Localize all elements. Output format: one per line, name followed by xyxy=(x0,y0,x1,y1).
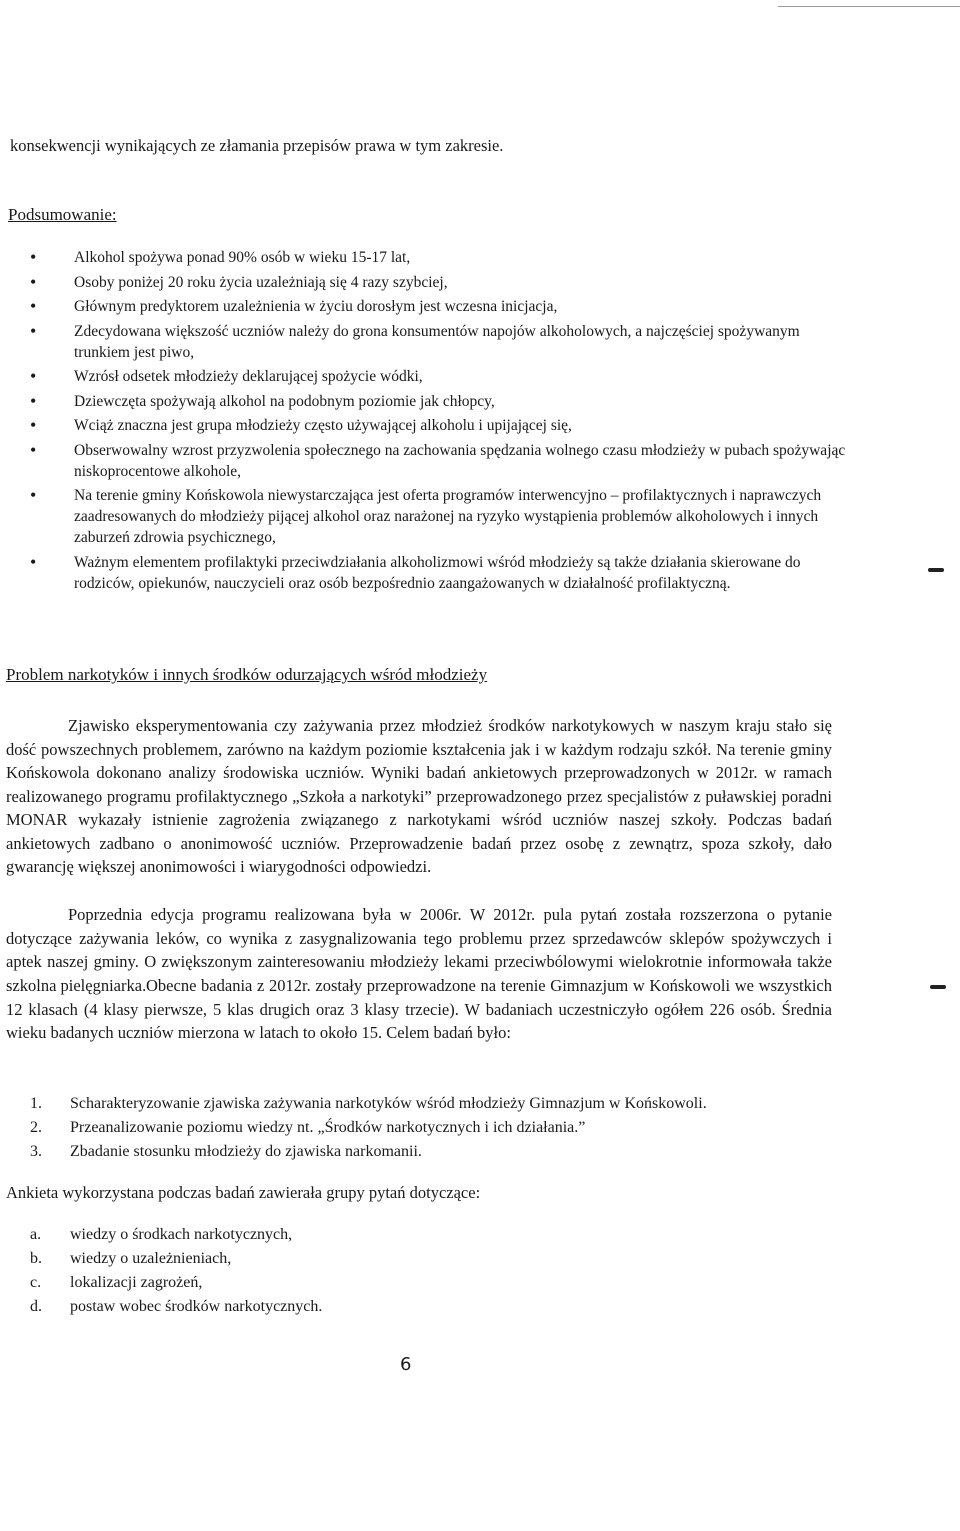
list-item: • Osoby poniżej 20 roku życia uzależniają się 4 razy szybciej, xyxy=(30,272,850,293)
list-letter: c. xyxy=(30,1274,42,1291)
list-text: postaw wobec środków narkotycznych. xyxy=(70,1298,323,1315)
list-item: • Obserwowalny wzrost przyzwolenia społecznego na zachowania spędzania wolnego czasu młodzieży w pubach spożywając niskoprocentowe alkohole, xyxy=(30,440,850,482)
paragraph: Zjawisko eksperymentowania czy zażywania przez młodzież środków narkotykowych w naszym kraju stało się dość powszechnych problemem, zarówno na każdym poziomie kształcenia jak i w każdym rodzaju szkół. Na terenie gminy Końskowola dokonano analizy środowiska uczniów. Wyniki badań ankietowych przeprowadzonych w 2012r. w ramach realizowanego programu profilaktycznego „Szkoła a narkotyki” przeprowadzonego przez specjalistów z puławskiej poradni MONAR wykazały istnienie zagrożenia związanego z narkotykami wśród uczniów naszej szkoły. Podczas badań ankietowych zadbano o anonimowość uczniów. Przeprowadzenie badań przez osobę z zewnątrz, spoza szkoły, dało gwarancję większej anonimowości i wiarygodności odpowiedzi. xyxy=(6,716,832,876)
list-item xyxy=(30,1296,322,1318)
survey-intro: Ankieta wykorzystana podczas badań zawierała grupy pytań dotyczące: xyxy=(6,1183,481,1202)
drugs-section-heading: Problem narkotyków i innych środków odurzających wśród młodzieży xyxy=(6,665,488,684)
list-item: • Głównym predyktorem uzależnienia w życiu dorosłym jest wczesna inicjacja, xyxy=(30,296,850,317)
list-number: 3. xyxy=(30,1143,42,1160)
list-number: 1. xyxy=(30,1095,42,1112)
list-item: • Dziewczęta spożywają alkohol na podobnym poziomie jak chłopcy, xyxy=(30,391,850,412)
list-item: • Ważnym elementem profilaktyki przeciwdziałania alkoholizmowi wśród młodzieży są także działania skierowane do rodziców, opiekunów, nauczycieli oraz osób bezpośrednio zaangażowanych w działalność profilaktyczną. xyxy=(30,552,850,594)
list-text: wiedzy o uzależnieniach, xyxy=(70,1250,232,1267)
list-text: lokalizacji zagrożeń, xyxy=(70,1274,203,1291)
list-item: • Alkohol spożywa ponad 90% osób w wieku 15-17 lat, xyxy=(30,247,850,268)
summary-heading: Podsumowanie: xyxy=(8,205,117,224)
list-item xyxy=(30,1117,707,1139)
paragraph: Poprzednia edycja programu realizowana była w 2006r. W 2012r. pula pytań została rozszerzona o pytanie dotyczące zażywania leków, co wynika z zasygnalizowania tego problemu przez sprzedawców sklepów spożywczych i aptek naszej gminy. O zwiększonym zainteresowaniu młodzieży lekami przeciwbólowymi wielokrotnie informowała także szkolna pielęgniarka. xyxy=(6,905,832,995)
list-text: wiedzy o środkach narkotycznych, xyxy=(70,1226,293,1243)
list-item xyxy=(30,1224,322,1246)
list-text: Scharakteryzowanie zjawiska zażywania narkotyków wśród młodzieży Gimnazjum w Końskowoli. xyxy=(70,1095,707,1112)
list-letter: b. xyxy=(30,1250,42,1267)
list-number: 2. xyxy=(30,1119,42,1136)
list-item: • Wzrósł odsetek młodzieży deklarującej spożycie wódki, xyxy=(30,366,850,387)
paragraph: Obecne badania z 2012r. zostały przeprowadzone na terenie Gimnazjum w Końskowoli we wszystkich 12 klasach (4 klasy pierwsze, 5 klas drugich oraz 3 klasy trzecie). W badaniach uczestniczyło ogółem 226 osób. Średnia wieku badanych uczniów mierzona w latach to około 15. Celem badań było: xyxy=(6,976,832,1042)
list-item xyxy=(30,1248,322,1270)
binding-mark xyxy=(928,568,944,572)
list-letter: a. xyxy=(30,1226,42,1243)
list-text: Przeanalizowanie poziomu wiedzy nt. „Środków narkotycznych i ich działania.” xyxy=(70,1119,586,1136)
scan-edge-line xyxy=(778,6,960,7)
intro-line: konsekwencji wynikających ze złamania przepisów prawa w tym zakresie. xyxy=(10,136,504,155)
list-item xyxy=(30,1272,322,1294)
list-item xyxy=(30,1141,707,1163)
question-groups-list xyxy=(30,1224,322,1320)
list-item: • Na terenie gminy Końskowola niewystarczająca jest oferta programów interwencyjno – profilaktycznych i naprawczych zaadresowanych do młodzieży pijącej alkohol oraz narażonej na ryzyko wystąpienia problemów alkoholowych i innych zaburzeń zdrowia psychicznego, xyxy=(30,485,850,548)
list-item xyxy=(30,1093,707,1115)
research-goals-list xyxy=(30,1093,707,1165)
list-item: • Zdecydowana większość uczniów należy do grona konsumentów napojów alkoholowych, a najczęściej spożywanym trunkiem jest piwo, xyxy=(30,321,850,363)
list-text: Zbadanie stosunku młodzieży do zjawiska narkomanii. xyxy=(70,1143,422,1160)
list-letter: d. xyxy=(30,1298,42,1315)
binding-mark xyxy=(930,985,946,989)
list-item: • Wciąż znaczna jest grupa młodzieży często używającej alkoholu i upijającej się, xyxy=(30,415,850,436)
page-number: 6 xyxy=(400,1354,412,1375)
summary-bullet-list xyxy=(30,247,850,597)
